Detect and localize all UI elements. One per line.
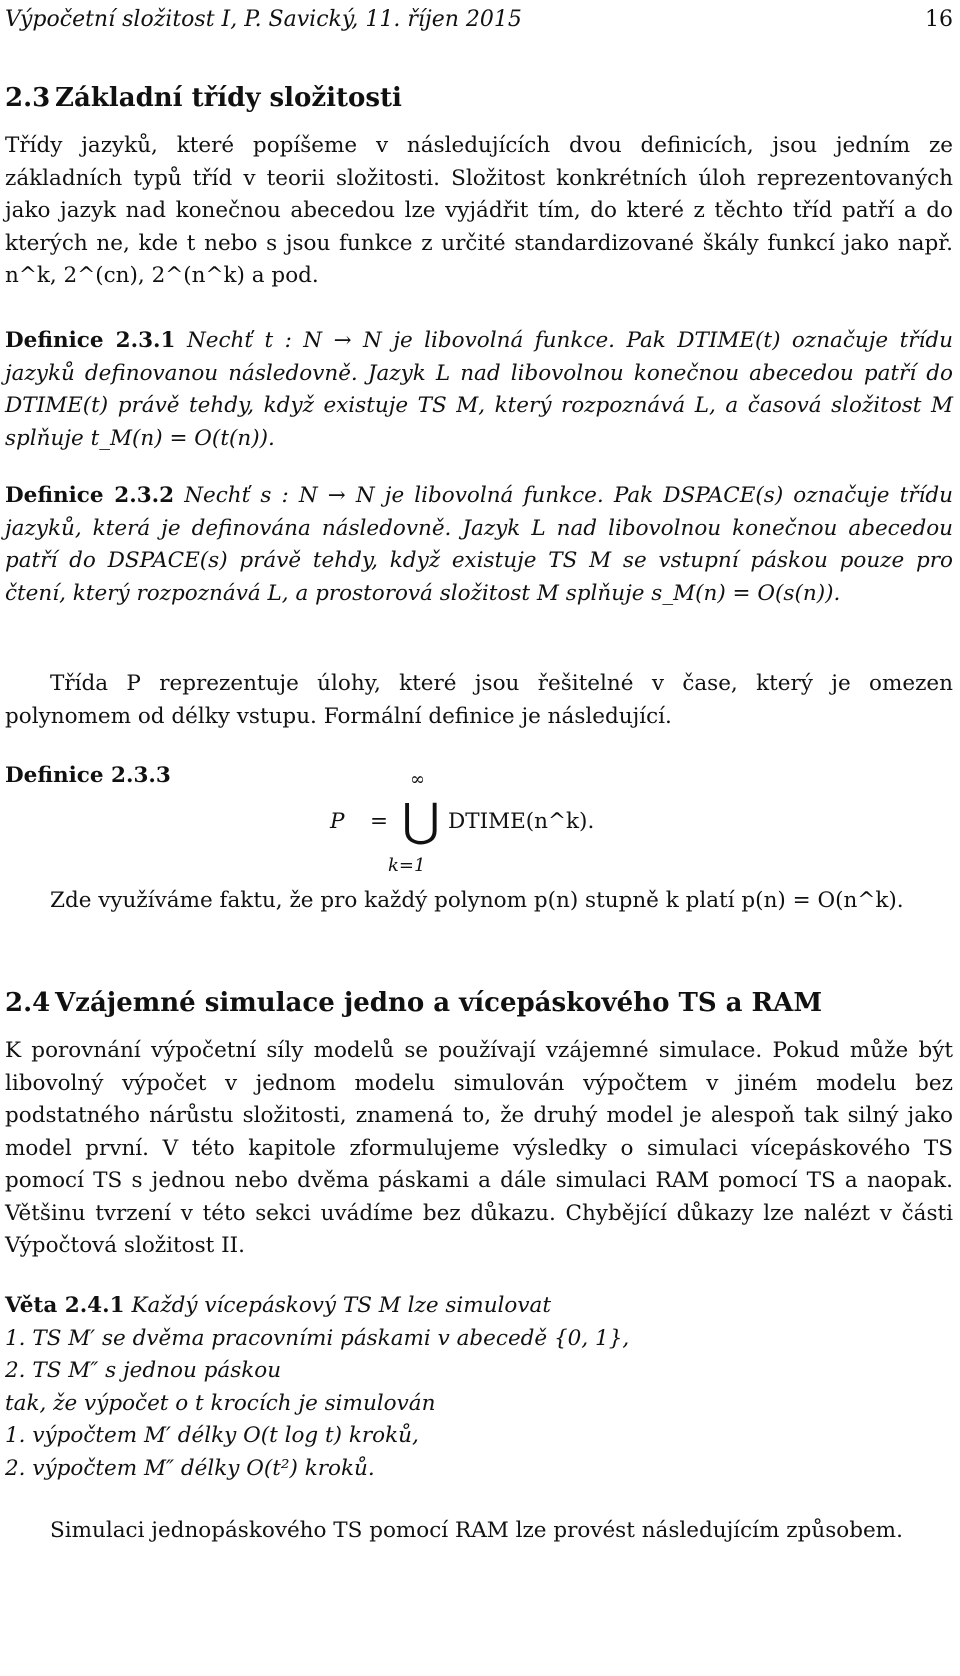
definition-text: Nechť s : N → N je libovolná funkce. Pak DSPACE(s) označuje třídu jazyků, která je definována následovně. Jazyk L nad libovolnou konečnou abecedou patří do DSPACE(s) právě tehdy, když existuje TS M se vstupní páskou pouze pro čtení, který rozpoznává L, a prostorová složitost M splňuje s_M(n) = O(s(n)). — [5, 483, 954, 606]
section-intro-paragraph: Třídy jazyků, které popíšeme v následujících dvou definicích, jsou jedním ze základních typů tříd v teorii složitosti. Složitost konkrétních úloh reprezentovaných jako jazyk nad konečnou abecedou lze vyjádřit tím, do které z těchto tříd patří a do kterých ne, kde t nebo s jsou funkce z určité standardizované škály funkcí jako např. n^k, 2^(cn), 2^(n^k) a pod. — [5, 133, 953, 288]
theorem-line: 1. výpočtem M′ délky O(t log t) kroků, — [5, 1423, 419, 1448]
union-formula — [330, 769, 730, 892]
paragraph-polynomial: Zde využíváme faktu, že pro každý polynom p(n) stupně k platí p(n) = O(n^k). — [50, 888, 904, 913]
definition-2-3-2 — [5, 480, 953, 610]
definition-label: Definice 2.3.2 — [5, 483, 175, 508]
page-number: 16 — [925, 7, 953, 32]
section-2-4-intro-paragraph: K porovnání výpočetní síly modelů se používají vzájemné simulace. Pokud může být libovolný výpočet v jednom modelu simulován výpočtem v jiném modelu bez podstatného nárůstu složitosti, znamená to, že druhý model je alespoň tak silný jako model první. V této kapitole zformulujeme výsledky o simulaci vícepáskového TS pomocí TS s jednou nebo dvěma páskami a dále simulaci RAM pomocí TS a naopak. Většinu tvrzení v této sekci uvádíme bez důkazu. Chybějící důkazy lze nalézt v části Výpočtová složitost II. — [5, 1038, 953, 1258]
formula-lhs: P — [330, 809, 345, 834]
page-header — [5, 0, 953, 40]
definition-label: Definice 2.3.1 — [5, 328, 176, 353]
final-paragraph: Simulaci jednopáskového TS pomocí RAM lze provést následujícím způsobem. — [50, 1518, 903, 1543]
definition-2-3-1 — [5, 325, 953, 455]
theorem-first-line — [5, 1290, 953, 1323]
section-title: Vzájemné simulace jedno a vícepáskového TS a RAM — [55, 988, 823, 1018]
theorem-line: tak, že výpočet o t krocích je simulován — [5, 1390, 436, 1416]
section-heading-2-3 — [5, 80, 402, 116]
union-upper-limit: ∞ — [410, 769, 425, 790]
section-number: 2.3 — [5, 83, 51, 113]
definition-label: Definice 2.3.3 — [5, 763, 171, 788]
theorem-line: 2. TS M″ s jednou páskou — [5, 1358, 282, 1383]
formula-equals: = — [370, 809, 389, 834]
formula-rhs: DTIME(n^k). — [448, 809, 595, 834]
big-union-symbol: ⋃ — [402, 793, 440, 847]
header-title: Výpočetní složitost I, P. Savický, 11. říjen 2015 — [5, 7, 522, 32]
theorem-2-4-1 — [5, 1290, 953, 1485]
paragraph-class-p: Třída P reprezentuje úlohy, které jsou řešitelné v čase, který je omezen polynomem od délky vstupu. Formální definice je následující. — [5, 671, 953, 729]
section-title: Základní třídy složitosti — [55, 83, 402, 113]
union-lower-limit: k=1 — [388, 855, 426, 876]
theorem-line: 1. TS M′ se dvěma pracovními páskami v abecedě {0, 1}, — [5, 1325, 630, 1351]
definition-text: Nechť t : N → N je libovolná funkce. Pak DTIME(t) označuje třídu jazyků definovanou následovně. Jazyk L nad libovolnou konečnou abecedou patří do DTIME(t) právě tehdy, když existuje TS M, který rozpoznává L, a časová složitost M splňuje t_M(n) = O(t(n)). — [5, 328, 954, 451]
section-heading-2-4 — [5, 985, 822, 1021]
theorem-line: Každý vícepáskový TS M lze simulovat — [131, 1293, 551, 1318]
section-number: 2.4 — [5, 988, 51, 1018]
theorem-label: Věta 2.4.1 — [5, 1293, 125, 1318]
theorem-line: 2. výpočtem M″ délky O(t²) kroků. — [5, 1455, 375, 1481]
